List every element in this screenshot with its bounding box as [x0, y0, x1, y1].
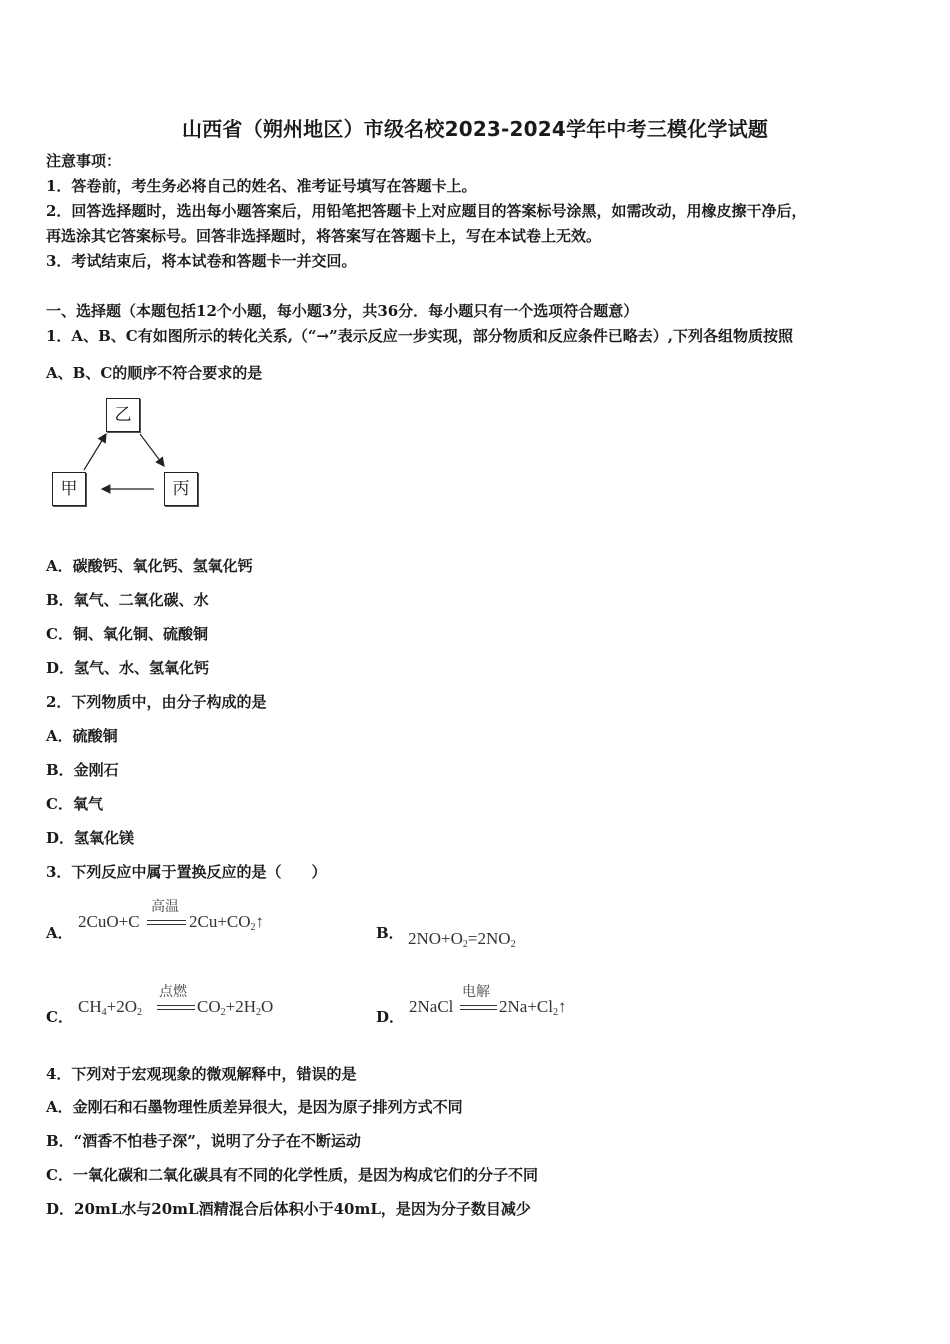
eq-part: +2O [106, 997, 137, 1016]
question-stem: A、B、C的顺序不符合要求的是 [46, 364, 263, 382]
equation-products [499, 997, 566, 1018]
conversion-diagram [40, 392, 220, 517]
gas-arrow: ↑ [557, 997, 567, 1016]
question-stem: 4．下列对于宏观现象的微观解释中，错误的是 [46, 1065, 357, 1083]
node-right: 丙 [164, 472, 198, 506]
eq-part: CO [197, 997, 221, 1016]
option-b-label: B． [376, 924, 404, 942]
subscript: 2 [462, 939, 468, 950]
question-stem: 2．下列物质中，由分子构成的是 [46, 693, 267, 711]
node-top: 乙 [106, 398, 140, 432]
section-heading: 一、选择题（本题包括12个小题，每小题3分，共36分．每小题只有一个选项符合题意） [46, 302, 639, 320]
option-d: D．氢氧化镁 [46, 829, 135, 847]
subscript: 2 [256, 1007, 261, 1018]
equals-sign [157, 1005, 195, 1010]
option-b: B．“酒香不怕巷子深”，说明了分子在不断运动 [46, 1132, 361, 1150]
option-a: A．碳酸钙、氧化钙、氢氧化钙 [46, 557, 253, 575]
gas-arrow: ↑ [255, 912, 265, 931]
option-c-label: C． [46, 1008, 73, 1026]
eq-part: O [261, 997, 274, 1016]
exam-title: 山西省（朔州地区）市级名校2023-2024学年中考三模化学试题 [181, 117, 769, 141]
subscript: 4 [101, 1007, 107, 1018]
option-a: A．金刚石和石墨物理性质差异很大，是因为原子排列方式不同 [46, 1098, 463, 1116]
question-stem: 1．A、B、C有如图所示的转化关系,（“→”表示反应一步实现，部分物质和反应条件已略去）,下列各组物质按照 [46, 327, 793, 345]
notice-item: 3．考试结束后，将本试卷和答题卡一并交回。 [46, 252, 357, 270]
question-stem: 3．下列反应中属于置换反应的是（ ） [46, 863, 327, 881]
reaction-condition: 高温 [151, 899, 179, 915]
option-c: C．氧气 [46, 795, 103, 813]
equation-b [408, 929, 516, 950]
eq-part: 2NO+O [408, 929, 463, 948]
eq-part: =2NO [467, 929, 511, 948]
notice-item: 2．回答选择题时，选出每小题答案后，用铅笔把答题卡上对应题目的答案标号涂黑，如需改动，用橡皮擦干净后， [46, 202, 807, 220]
eq-part: 2Na+Cl [499, 997, 553, 1016]
equation-products [189, 912, 264, 933]
option-a: A．硫酸铜 [46, 727, 118, 745]
option-d: D．氢气、水、氢氧化钙 [46, 659, 210, 677]
notice-item: 1．答卷前，考生务必将自己的姓名、准考证号填写在答题卡上。 [46, 177, 477, 195]
equation-reactants: 2CuO+C [78, 912, 140, 931]
equation-reactants [78, 997, 142, 1018]
subscript: 2 [137, 1007, 142, 1018]
eq-part: CH [78, 997, 102, 1016]
node-left: 甲 [52, 472, 86, 506]
eq-part: +2H [225, 997, 256, 1016]
option-c: C．一氧化碳和二氧化碳具有不同的化学性质，是因为构成它们的分子不同 [46, 1166, 538, 1184]
notice-heading: 注意事项： [46, 152, 122, 170]
option-b: B．金刚石 [46, 761, 119, 779]
subscript: 2 [250, 922, 256, 933]
subscript: 2 [510, 939, 516, 950]
equation-products [197, 997, 273, 1018]
notice-item: 再选涂其它答案标号。回答非选择题时，将答案写在答题卡上，写在本试卷上无效。 [46, 227, 602, 245]
arrow-top-to-right [140, 434, 164, 466]
option-b: B．氧气、二氧化碳、水 [46, 591, 209, 609]
subscript: 2 [552, 1007, 558, 1018]
reaction-condition: 点燃 [159, 984, 187, 1000]
product-text: 2Cu+CO [189, 912, 251, 931]
option-c: C．铜、氧化铜、硫酸铜 [46, 625, 208, 643]
equals-sign [460, 1005, 497, 1010]
equals-sign [147, 920, 186, 925]
equation-reactants: 2NaCl [409, 997, 454, 1016]
option-d-label: D． [376, 1008, 405, 1026]
option-a-label: A． [46, 924, 73, 942]
option-d: D．20mL水与20mL酒精混合后体积小于40mL，是因为分子数目减少 [46, 1200, 531, 1218]
arrow-left-to-top [84, 434, 106, 470]
subscript: 2 [220, 1007, 226, 1018]
reaction-condition: 电解 [462, 984, 490, 1000]
